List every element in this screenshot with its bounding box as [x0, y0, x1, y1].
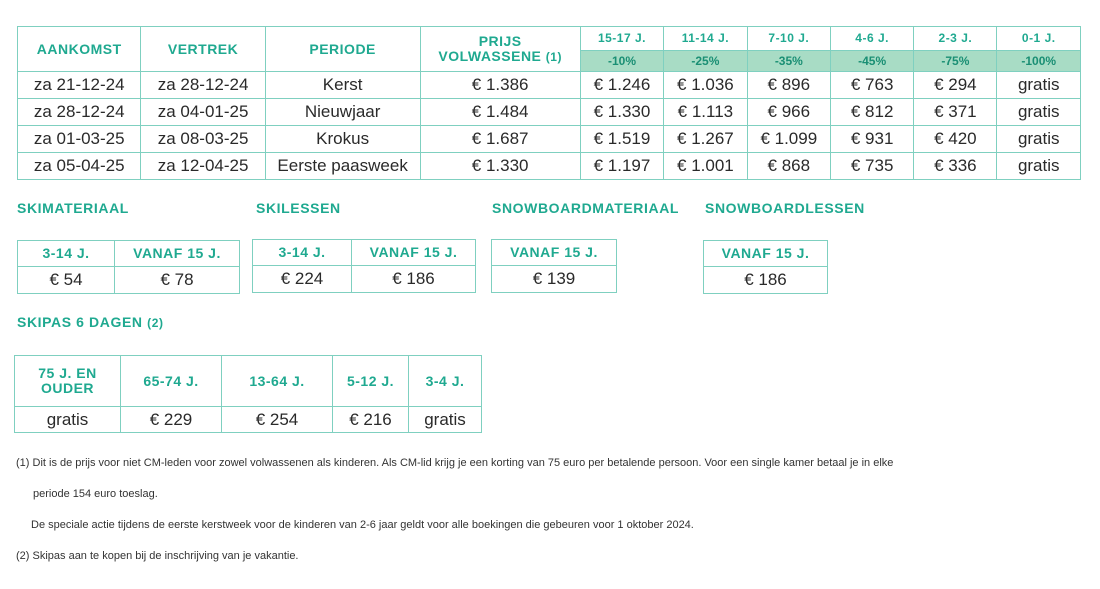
table-cell: € 812 — [831, 99, 914, 126]
table-cell: € 1.246 — [580, 72, 663, 99]
table-cell: € 1.687 — [420, 126, 580, 153]
table-cell: € 1.113 — [664, 99, 747, 126]
table-cell: € 420 — [914, 126, 997, 153]
table-cell: € 931 — [831, 126, 914, 153]
table-cell: Nieuwjaar — [265, 99, 420, 126]
table-cell: za 08-03-25 — [141, 126, 265, 153]
snowboardmateriaal-title: SNOWBOARDMATERIAAL — [492, 200, 680, 216]
snowboardlessen-header: VANAF 15 J. — [704, 241, 828, 267]
skilessen-value: € 186 — [352, 266, 476, 293]
table-cell: € 371 — [914, 99, 997, 126]
footnote-2: (2) Skipas aan te kopen bij de inschrijving van je vakantie. — [16, 550, 299, 562]
skimateriaal-header: 3-14 J. — [18, 241, 115, 267]
skipas-value: € 229 — [121, 407, 222, 433]
discount-cell: -25% — [664, 50, 747, 71]
table-cell: za 28-12-24 — [18, 99, 141, 126]
table-cell: za 21-12-24 — [18, 72, 141, 99]
age-group-header: 4-6 J. — [831, 27, 914, 51]
skipas-header: 5-12 J. — [333, 356, 409, 407]
header-prijs-line1: PRIJS — [478, 32, 522, 49]
snowboardlessen-title: SNOWBOARDLESSEN — [705, 200, 865, 216]
snowboardmateriaal-table — [491, 239, 617, 293]
table-cell: € 1.330 — [420, 153, 580, 180]
table-cell: € 966 — [747, 99, 830, 126]
skipas-title-text: SKIPAS 6 DAGEN — [17, 314, 143, 330]
skipas-header: 75 J. EN OUDER — [15, 356, 121, 407]
discount-cell: -100% — [997, 50, 1081, 71]
table-row — [18, 153, 1081, 180]
skilessen-header: 3-14 J. — [253, 240, 352, 266]
table-cell: € 896 — [747, 72, 830, 99]
skipas-header: 3-4 J. — [409, 356, 482, 407]
skipas-value: gratis — [15, 407, 121, 433]
age-group-header: 15-17 J. — [580, 27, 663, 51]
table-row — [18, 72, 1081, 99]
table-cell: za 12-04-25 — [141, 153, 265, 180]
table-cell: € 1.519 — [580, 126, 663, 153]
skipas-header: 65-74 J. — [121, 356, 222, 407]
table-cell: Krokus — [265, 126, 420, 153]
age-group-header: 0-1 J. — [997, 27, 1081, 51]
table-cell: € 735 — [831, 153, 914, 180]
header-prijs-note: (1) — [545, 49, 562, 64]
table-row — [18, 126, 1081, 153]
header-prijs-line2: VOLWASSENE (1) — [438, 47, 562, 64]
skimateriaal-table — [17, 240, 240, 294]
table-cell: € 1.484 — [420, 99, 580, 126]
header-vertrek: VERTREK — [141, 27, 265, 72]
price-table-body — [18, 72, 1081, 180]
table-row — [18, 99, 1081, 126]
table-cell: za 04-01-25 — [141, 99, 265, 126]
footnote-1-line3: De speciale actie tijdens de eerste kerstweek voor de kinderen van 2-6 jaar geldt voor alle boekingen die gebeuren voor 1 oktober 2024. — [31, 519, 694, 531]
table-cell: € 336 — [914, 153, 997, 180]
table-cell: gratis — [997, 153, 1081, 180]
footnote-1-line2: periode 154 euro toeslag. — [33, 488, 158, 500]
discount-cell: -35% — [747, 50, 830, 71]
skipas-title — [17, 314, 164, 330]
table-cell: € 1.197 — [580, 153, 663, 180]
table-cell: € 294 — [914, 72, 997, 99]
table-cell: € 1.001 — [664, 153, 747, 180]
skilessen-value: € 224 — [253, 266, 352, 293]
snowboardlessen-value: € 186 — [704, 267, 828, 294]
table-cell: € 868 — [747, 153, 830, 180]
skipas-value: € 216 — [333, 407, 409, 433]
header-aankomst: AANKOMST — [18, 27, 141, 72]
skilessen-header: VANAF 15 J. — [352, 240, 476, 266]
skimateriaal-header: VANAF 15 J. — [115, 241, 240, 267]
table-cell: gratis — [997, 72, 1081, 99]
header-prijs — [420, 27, 580, 72]
table-cell: € 1.267 — [664, 126, 747, 153]
header-periode: PERIODE — [265, 27, 420, 72]
age-group-header: 7-10 J. — [747, 27, 830, 51]
discount-cell: -45% — [831, 50, 914, 71]
table-cell: € 763 — [831, 72, 914, 99]
table-cell: Kerst — [265, 72, 420, 99]
table-cell: € 1.099 — [747, 126, 830, 153]
table-cell: gratis — [997, 99, 1081, 126]
skipas-value: gratis — [409, 407, 482, 433]
table-cell: € 1.036 — [664, 72, 747, 99]
skimateriaal-value: € 54 — [18, 267, 115, 294]
skipas-table — [14, 355, 482, 433]
snowboardmateriaal-header: VANAF 15 J. — [492, 240, 617, 266]
skimateriaal-value: € 78 — [115, 267, 240, 294]
snowboardlessen-table — [703, 240, 828, 294]
table-cell: za 28-12-24 — [141, 72, 265, 99]
skimateriaal-title: SKIMATERIAAL — [17, 200, 129, 216]
discount-cell: -75% — [914, 50, 997, 71]
table-cell: za 01-03-25 — [18, 126, 141, 153]
skipas-value: € 254 — [222, 407, 333, 433]
discount-cell: -10% — [580, 50, 663, 71]
table-cell: Eerste paasweek — [265, 153, 420, 180]
snowboardmateriaal-value: € 139 — [492, 266, 617, 293]
skipas-title-note: (2) — [147, 316, 164, 330]
skilessen-title: SKILESSEN — [256, 200, 341, 216]
price-table — [17, 26, 1081, 180]
table-cell: € 1.386 — [420, 72, 580, 99]
skipas-header: 13-64 J. — [222, 356, 333, 407]
age-group-header: 2-3 J. — [914, 27, 997, 51]
table-cell: € 1.330 — [580, 99, 663, 126]
table-cell: gratis — [997, 126, 1081, 153]
skilessen-table — [252, 239, 476, 293]
table-cell: za 05-04-25 — [18, 153, 141, 180]
age-group-header: 11-14 J. — [664, 27, 747, 51]
footnote-1-line1: (1) Dit is de prijs voor niet CM-leden voor zowel volwassenen als kinderen. Als CM-lid krijg je een korting van 75 euro per betalende persoon. Voor een single kamer betaal je in elke — [16, 457, 894, 469]
